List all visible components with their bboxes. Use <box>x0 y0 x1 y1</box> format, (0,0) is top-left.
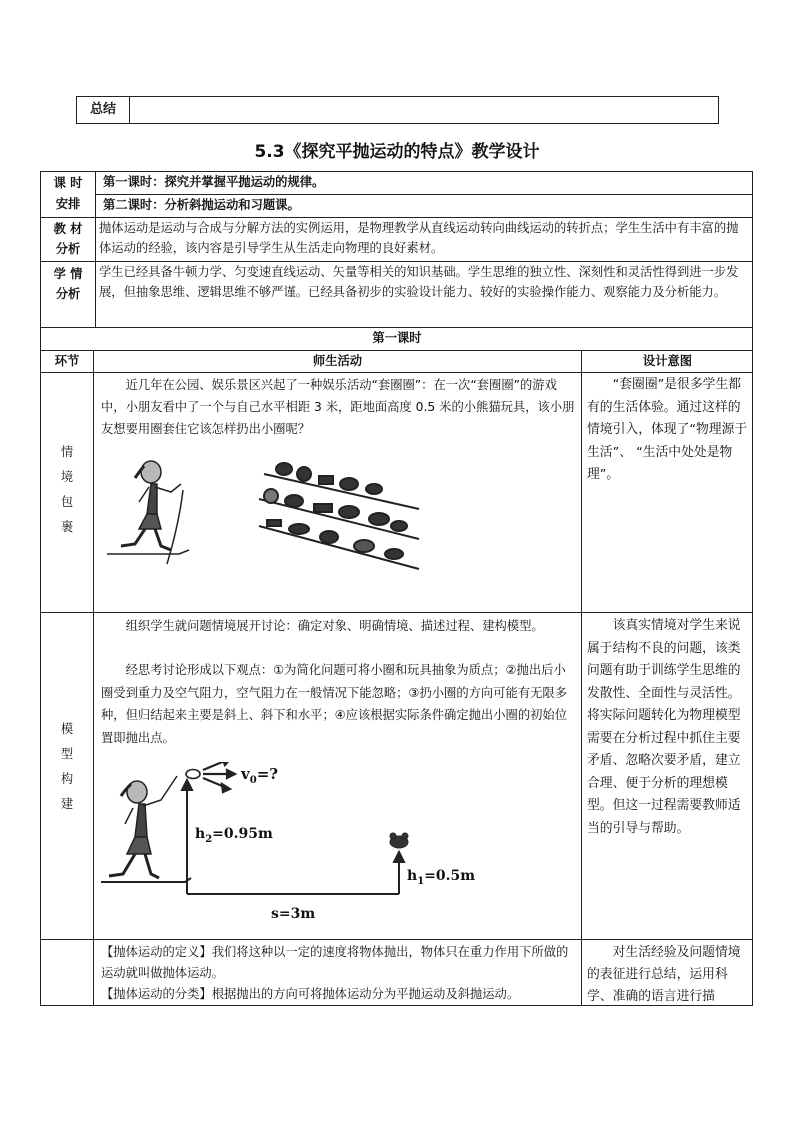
divider <box>581 350 582 1006</box>
divider <box>96 194 753 195</box>
h2-arrow <box>182 780 192 894</box>
child-figure <box>107 461 189 564</box>
toy-shelves <box>259 463 419 569</box>
h1-label: $h_1=0.5m$ <box>407 868 476 887</box>
summary-row <box>76 96 719 124</box>
h1-arrow <box>394 852 404 894</box>
scenario-text: 近几年在公园、娱乐景区兴起了一种娱乐活动“套圈圈”：在一次“套圈圈”的游戏中，小朋友看中了一个与自己水平相距 3 米，距地面高度 0.5 米的小熊猫玩具，该小朋友想要用圈套住它该怎样扔出小圈呢？ <box>101 378 575 436</box>
ring-toss-illustration <box>99 454 429 584</box>
divider <box>41 372 753 373</box>
header-stage: 环节 <box>54 354 80 368</box>
divider <box>41 939 753 940</box>
s-label: s=3m <box>271 906 316 922</box>
model-text-1: 组织学生就问题情境展开讨论：确定对象、明确情境、描述过程、建构模型。 <box>125 619 544 633</box>
header-intent: 设计意图 <box>642 354 693 368</box>
header-activity: 师生活动 <box>312 354 363 368</box>
divider <box>95 172 96 328</box>
lesson-plan-table <box>40 171 753 1006</box>
divider <box>41 327 753 328</box>
v0-label: $v_0=$? <box>241 765 279 786</box>
summary-intent: 对生活经验及问题情境的表征进行总结，运用科学、准确的语言进行描 <box>587 945 741 1004</box>
divider <box>41 612 753 613</box>
divider <box>93 350 94 1006</box>
projectile-model-diagram <box>99 762 499 932</box>
material-text: 抛体运动是运动与合成与分解方法的实例运用，是物理教学从直线运动转向曲线运动的转折点；学生生活中有丰富的抛体运动的经验，该内容是引导学生从生活走向物理的良好素材。 <box>99 221 739 255</box>
stage-model: 模 型 构 建 <box>60 722 74 811</box>
scenario-intent: “套圈圈”是很多学生都有的生活体验。通过这样的情境引入，体现了“物理源于生活”、 “生活中处处是物理”。 <box>587 377 748 482</box>
divider <box>41 350 753 351</box>
material-label: 教 材 分析 <box>53 222 83 256</box>
students-label: 学 情 分析 <box>53 267 83 301</box>
divider <box>41 217 753 218</box>
lesson2-text: 第二课时：分析斜抛运动和习题课。 <box>103 198 300 212</box>
summary-label: 总结 <box>77 97 130 123</box>
model-intent: 该真实情境对学生来说属于结构不良的问题，该类问题有助于训练学生思维的发散性、全面性与灵活性。将实际问题转化为物理模型需要在分析过程中抓住主要矛盾、忽略次要矛盾，建立合理、便于分析的理想模型。但这一过程需要教师适当的引导与帮助。 <box>587 618 741 836</box>
velocity-arrows <box>203 762 235 792</box>
definition-text: 【抛体运动的定义】我们将这种以一定的速度将物体抛出，物体只在重力作用下所做的运动就叫做抛体运动。 <box>101 945 569 980</box>
thrower-figure <box>101 776 191 882</box>
students-text: 学生已经具备牛顿力学、匀变速直线运动、矢量等相关的知识基础。学生思维的独立性、深刻性和灵活性得到进一步发展，但抽象思维、逻辑思维不够严谨。已经具备初步的实验设计能力、较好的实验操作能力、观察能力及分析能力。 <box>99 265 739 299</box>
divider <box>41 261 753 262</box>
model-text-2: 经思考讨论形成以下观点：①为简化问题可将小圈和玩具抽象为质点；②抛出后小圈受到重力及空气阻力，空气阻力在一般情况下能忽略；③扔小圈的方向可能有无限多种，但归结起来主要是斜上、斜下和水平；④应该根据实际条件确定抛出小圈的初始位置即抛出点。 <box>101 663 568 745</box>
h2-label: $h_2=0.95m$ <box>195 826 273 845</box>
schedule-label: 课 时 安排 <box>53 176 83 211</box>
page-title: 5.3《探究平抛运动的特点》教学设计 <box>254 142 540 162</box>
stage-scenario: 情 境 包 裹 <box>60 445 74 534</box>
panda-toy-icon <box>390 833 408 848</box>
lesson1-text: 第一课时：探究并掌握平抛运动的规律。 <box>103 175 325 189</box>
classification-text: 【抛体运动的分类】根据抛出的方向可将抛体运动分为平抛运动及斜抛运动。 <box>101 987 520 1001</box>
section-title: 第一课时 <box>372 331 422 345</box>
ring-icon <box>186 770 200 779</box>
